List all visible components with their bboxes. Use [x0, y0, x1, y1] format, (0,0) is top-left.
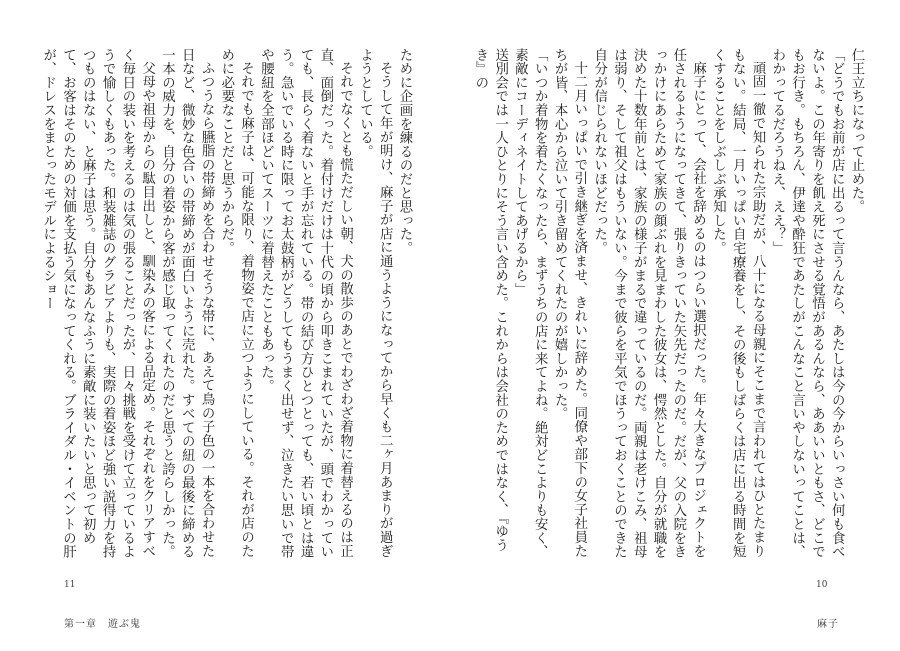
page-number: 10: [816, 580, 828, 590]
right-page-body: [472, 48, 866, 568]
left-page-body: [32, 48, 414, 568]
paragraph: 送別会では一人ひとりにそう言い含めた。これからは会社のためではなく、『ゆうき』の: [472, 48, 508, 552]
paragraph: 「いつか着物を着たくなったら、まずうちの店に来てよね。絶対どこよりも安く、素敵にコーディネイトしてあげるから」: [512, 48, 548, 559]
right-page: [450, 0, 900, 651]
paragraph: 頑固一徹で知られた宗助だが、八十になる母親にそこまで言われてはひとたまりもない。結局、一月いっぱい自宅療養をし、その後もしばらくは店に出る時間を短くすることをしぶしぶ承知した。: [710, 48, 766, 559]
paragraph: そうして年が明け、麻子が店に通うようになってから早くも二ヶ月あまりが過ぎようとしている。: [357, 48, 393, 559]
running-head: 麻子: [817, 619, 839, 630]
paragraph: 麻子にとって、会社を辞めるのはつらい選択だった。年々大きなプロジェクトを任されるようになってきて、張りきっていた矢先だったのだ。だが、父の入院をきっかけにあらためて家族の顔ぶれを見まわした彼女は、愕然とした。自分が就職を決めた十数年前とは、家族の様子がまるで違っているのだ。両親は老けこみ、祖母は弱り、そして祖父はもういない。今まで彼らを平気でほうっておくことのできた自分が信じられないほどだった。: [591, 48, 706, 559]
paragraph: それでなくとも慌ただしい朝、犬の散歩のあとでわざわざ着物に着替えるのは正直、面倒だった。着付けだけは十代の頃から叩きこまれていたが、頭でわかっていても、長らく着ないと手が忘れている。帯の結び方ひとつとっても、若い頃とは違う。急いでいる時に限ってお太鼓柄がどうしてもうまく出せず、泣きたい思いで帯や腰紐を全部ほどいてスーツに着替えたこともあった。: [258, 48, 353, 559]
paragraph: 父母や祖母からの駄目出しと、馴染みの客による品定め。それぞれをクリアすべく毎日の装いを考えるのは気の張ることだったが、日々挑戦を受けて立っているようで愉しくもあった。和装雑誌のグラビアよりも、実際の着姿ほど強い説得力を持つものはない、と麻子は思う。自分もあんなふうに素敵に装いたいと思って初めて、お客はそのための対価を支払う気になってくれる。ブライダル・イベントの肝が、ドレスをまとったモデルによるショー: [40, 48, 155, 559]
paragraph: ために企画を練るのだと思った。: [397, 48, 412, 255]
paragraph: それでも麻子は、可能な限り、着物姿で店に立つようにしている。それが店のために必要なことだと思うからだ。: [218, 48, 254, 559]
page-number: 11: [64, 580, 76, 590]
running-head: 第一章 遊ぶ鬼: [64, 619, 141, 630]
paragraph: 「どうでもお前が店に出るって言うんなら、あたしは今の今からいっさい何も食べないよ。この年寄りを飢え死にさせる覚悟があるんなら、ああいいともさ、どこでもお行き。もちろん、伊達や酔狂であたしがこんなこと言いやしないってことは、わかってるだろうねえ、ええ？」: [769, 48, 845, 559]
paragraph: 仁王立ちになって止めた。: [849, 48, 864, 214]
paragraph: 十二月いっぱいで引き継ぎを済ませ、きれいに辞めた。同僚や部下の女子社員たちが皆、本心から泣いて引き留めてくれたのが嬉しかった。: [552, 48, 587, 559]
paragraph: ふつうなら臙脂の帯締めを合わせそうな帯に、あえて鳥の子色の一本を合わせた日など、微妙な色合いの帯締めが面白いように売れた。すべての紐の最後に締める一本の威力を、自分の着姿から客が感じ取ってくれたのだと思うと誇らしかった。: [159, 48, 215, 559]
